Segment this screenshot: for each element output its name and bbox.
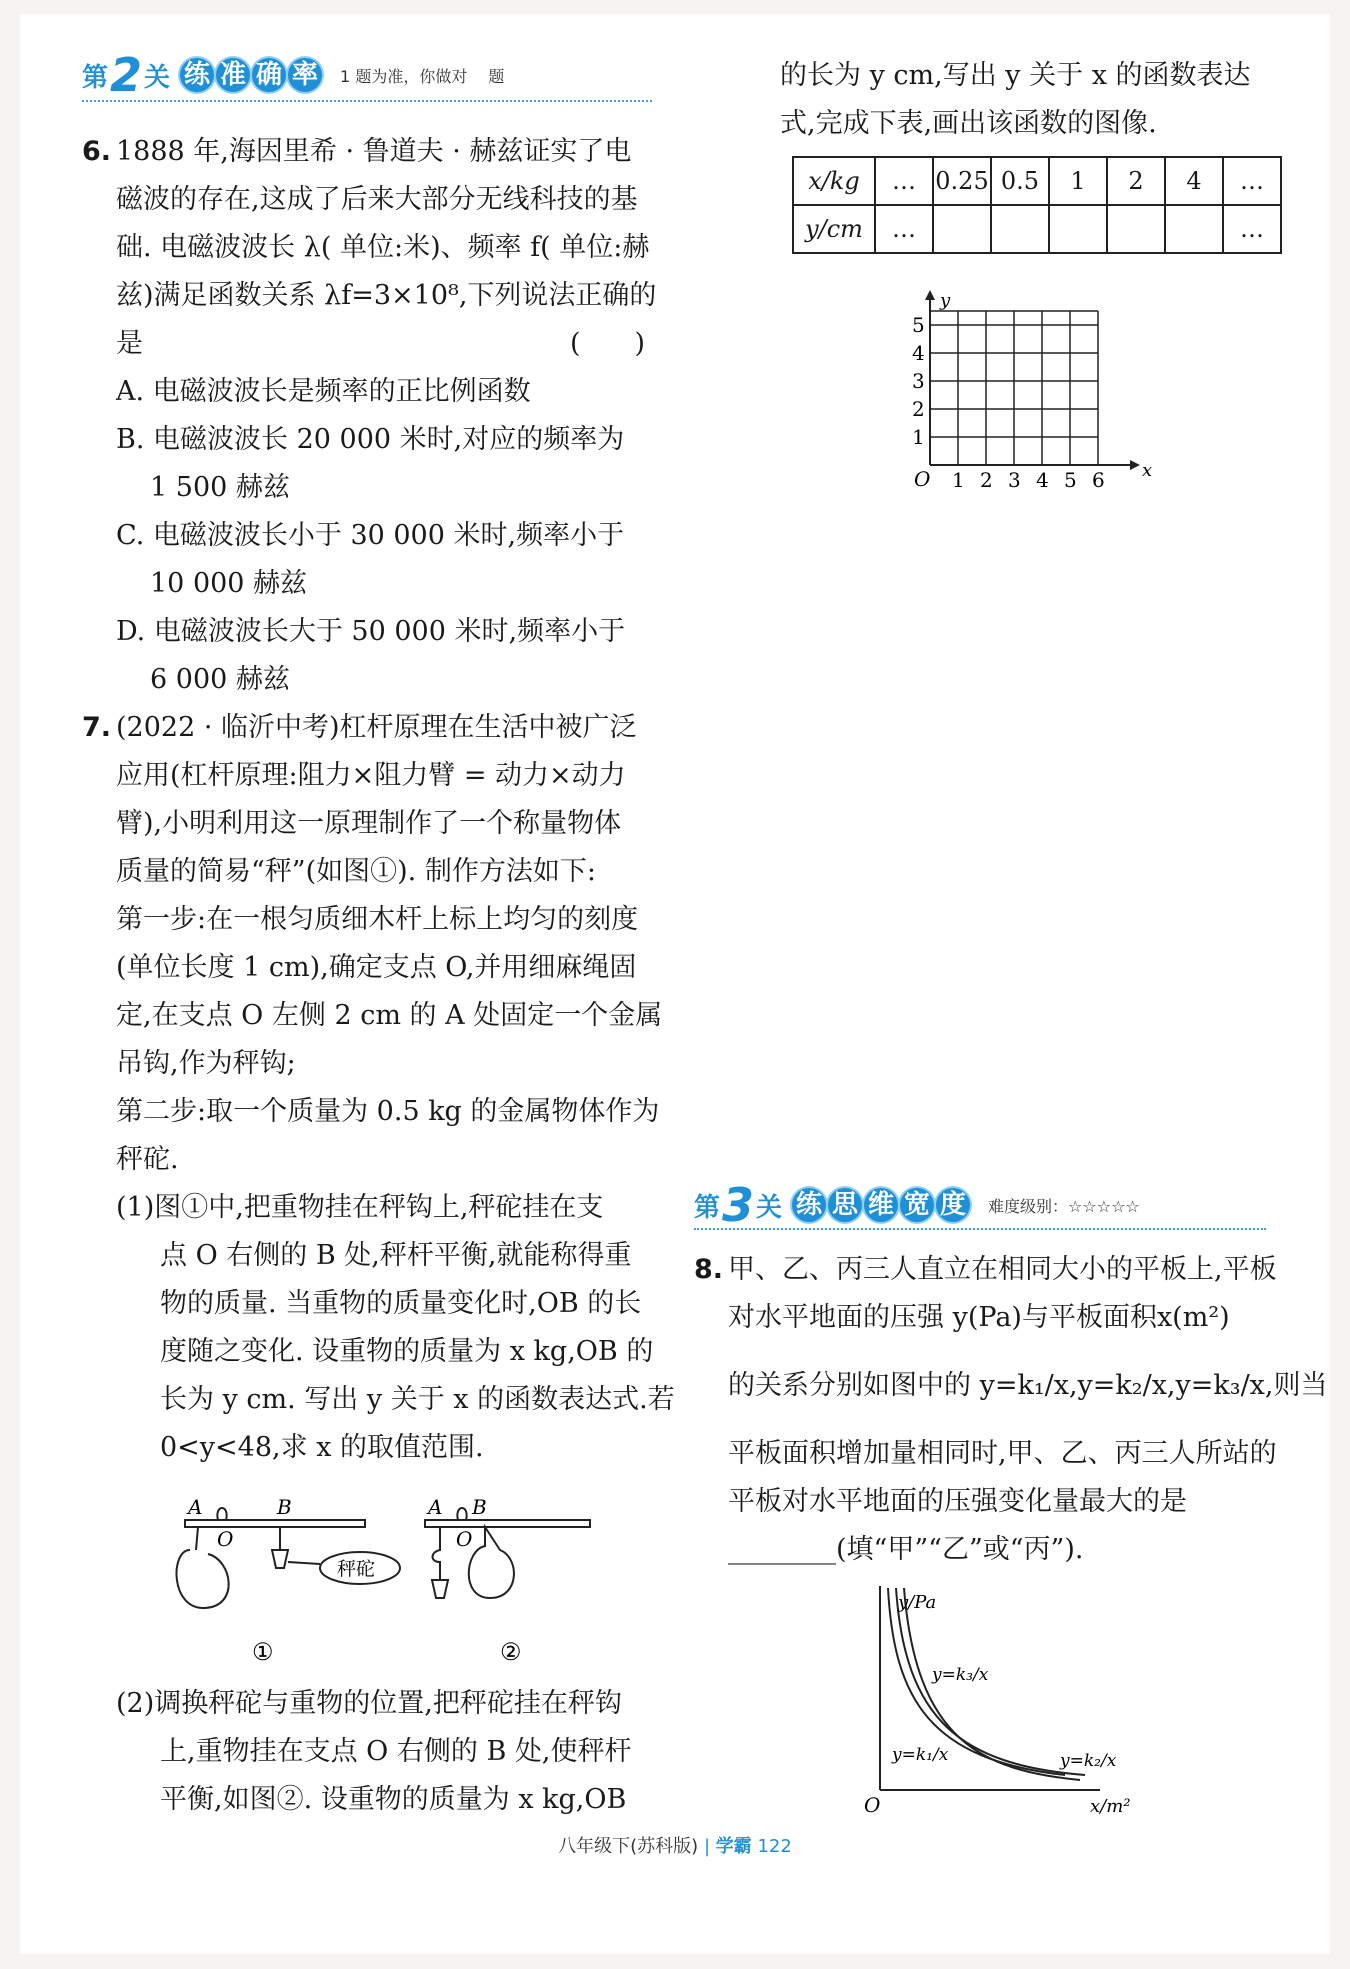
header-num: 2 bbox=[110, 48, 143, 102]
score-note: 1 题为准，你做对 题 bbox=[340, 66, 505, 86]
table-header: y/cm bbox=[793, 205, 875, 253]
label-o-2: O bbox=[456, 1527, 473, 1551]
y-tick-label: 4 bbox=[912, 341, 925, 365]
hanging-weight-2 bbox=[469, 1527, 514, 1598]
q7-line: 秤砣. bbox=[116, 1144, 179, 1175]
lever-rod-1 bbox=[185, 1520, 365, 1527]
q7-line: 应用(杠杆原理:阻力×阻力臂 = 动力×动力 bbox=[116, 760, 626, 791]
q6-line: 兹)满足函数关系 λf=3×10⁸,下列说法正确的 bbox=[116, 280, 657, 311]
x-tick-label: 2 bbox=[980, 468, 993, 492]
q8-line: 平板对水平地面的压强变化量最大的是 bbox=[728, 1486, 1187, 1517]
q7-part1: 长为 y cm. 写出 y 关于 x 的函数表达式.若 bbox=[160, 1384, 675, 1415]
page-footer: 八年级下(苏科版) | 学霸 122 bbox=[558, 1836, 792, 1857]
header-di: 第 bbox=[694, 1192, 721, 1223]
answer-blank[interactable]: ________(填“甲”“乙”或“丙”). bbox=[728, 1534, 1084, 1565]
header-guan: 关 bbox=[756, 1192, 783, 1223]
table-cell: … bbox=[1223, 157, 1281, 205]
blank-grid bbox=[900, 290, 1153, 500]
table-cell-empty[interactable] bbox=[1049, 205, 1107, 253]
table-cell: … bbox=[875, 157, 933, 205]
table-header: x/kg bbox=[793, 157, 875, 205]
label-a-2: A bbox=[428, 1495, 443, 1519]
q7-line: 第一步:在一根匀质细木杆上标上均匀的刻度 bbox=[116, 904, 639, 935]
section-header-2 bbox=[82, 48, 504, 102]
lever-figures bbox=[160, 1490, 620, 1680]
option-c: C. 电磁波波长小于 30 000 米时,频率小于 bbox=[116, 520, 625, 551]
figure-caption-1: ① bbox=[252, 1638, 274, 1666]
weight-label: 秤砣 bbox=[337, 1558, 376, 1580]
page-number: 122 bbox=[757, 1836, 792, 1857]
curve-label-k2: y=k₂/x bbox=[1060, 1751, 1117, 1771]
x-tick-label: 1 bbox=[952, 468, 965, 492]
graph-ylabel: y/Pa bbox=[898, 1592, 937, 1613]
curve-label-k3: y=k₃/x bbox=[932, 1665, 989, 1685]
q7-part2: 上,重物挂在支点 O 右侧的 B 处,使秤杆 bbox=[160, 1736, 632, 1767]
hanging-weight-1 bbox=[176, 1550, 228, 1608]
answer-bracket: ( ) bbox=[570, 328, 646, 359]
q7-line: (单位长度 1 cm),确定支点 O,并用细麻绳固 bbox=[116, 952, 637, 983]
q7-number: 7. bbox=[82, 712, 112, 743]
q7-part2: 平衡,如图②. 设重物的质量为 x kg,OB bbox=[160, 1784, 627, 1815]
header-di: 第 bbox=[82, 62, 109, 93]
table-cell: 2 bbox=[1107, 157, 1165, 205]
y-tick-label: 1 bbox=[912, 425, 925, 449]
option-c-cont: 10 000 赫兹 bbox=[150, 568, 308, 599]
table-cell-empty[interactable] bbox=[933, 205, 991, 253]
difficulty-rating: 难度级别：☆☆☆☆☆ bbox=[988, 1196, 1140, 1216]
label-a: A bbox=[188, 1495, 203, 1519]
header-title: 练 准 确 率 bbox=[180, 58, 324, 92]
q6-line: 础. 电磁波波长 λ( 单位:米)、频率 f( 单位:赫 bbox=[116, 232, 650, 263]
lever-rod-2 bbox=[425, 1520, 590, 1527]
q6-line: 1888 年,海因里希 · 鲁道夫 · 赫兹证实了电 bbox=[116, 136, 632, 167]
option-b-cont: 1 500 赫兹 bbox=[150, 472, 290, 503]
q8-line: 甲、乙、丙三人直立在相同大小的平板上,平板 bbox=[728, 1254, 1277, 1285]
y-tick-label: 3 bbox=[912, 369, 925, 393]
q6-line: 是 bbox=[116, 328, 143, 359]
q7-part2-cont: 的长为 y cm,写出 y 关于 x 的函数表达 bbox=[780, 60, 1251, 91]
q8-line: 对水平地面的压强 y(Pa)与平板面积x(m²) bbox=[728, 1302, 1230, 1333]
option-d: D. 电磁波波长大于 50 000 米时,频率小于 bbox=[116, 616, 626, 647]
q6-line: 磁波的存在,这成了后来大部分无线科技的基 bbox=[116, 184, 638, 215]
q8-line: 平板面积增加量相同时,甲、乙、丙三人所站的 bbox=[728, 1438, 1277, 1469]
brand-label: 学霸 bbox=[715, 1836, 752, 1857]
grid-ylabel: y bbox=[940, 290, 951, 311]
x-tick-label: 5 bbox=[1064, 468, 1077, 492]
counterweight-2 bbox=[432, 1527, 448, 1598]
x-tick-label: 4 bbox=[1036, 468, 1049, 492]
q7-line: 臂),小明利用这一原理制作了一个称量物体 bbox=[116, 808, 622, 839]
y-tick-label: 5 bbox=[912, 313, 925, 337]
table-cell-empty[interactable] bbox=[1165, 205, 1223, 253]
value-table bbox=[792, 156, 1282, 254]
option-a: A. 电磁波波长是频率的正比例函数 bbox=[116, 376, 531, 407]
table-cell: 0.5 bbox=[991, 157, 1049, 205]
graph-origin: O bbox=[864, 1793, 881, 1817]
figure-caption-2: ② bbox=[500, 1638, 522, 1666]
y-arrow-icon bbox=[925, 290, 935, 300]
q7-part1: 物的质量. 当重物的质量变化时,OB 的长 bbox=[160, 1288, 642, 1319]
header-guan: 关 bbox=[144, 62, 171, 93]
label-b-2: B bbox=[472, 1495, 487, 1519]
fulcrum-loop-2 bbox=[457, 1508, 466, 1520]
graph-xlabel: x/m² bbox=[1090, 1796, 1131, 1817]
table-cell: 1 bbox=[1049, 157, 1107, 205]
table-cell: … bbox=[875, 205, 933, 253]
q7-part1: 点 O 右侧的 B 处,秤杆平衡,就能称得重 bbox=[160, 1240, 632, 1271]
table-cell-empty[interactable] bbox=[991, 205, 1049, 253]
table-cell: 4 bbox=[1165, 157, 1223, 205]
q6-number: 6. bbox=[82, 136, 112, 167]
curve-label-k1: y=k₁/x bbox=[892, 1745, 949, 1765]
q8-number: 8. bbox=[694, 1254, 724, 1285]
x-tick-label: 6 bbox=[1092, 468, 1105, 492]
header-title: 练 思 维 宽 度 bbox=[792, 1188, 972, 1222]
header-divider bbox=[694, 1228, 1266, 1230]
label-b: B bbox=[277, 1495, 292, 1519]
q7-line: 定,在支点 O 左侧 2 cm 的 A 处固定一个金属 bbox=[116, 1000, 663, 1031]
counterweight-1 bbox=[272, 1527, 288, 1568]
q7-part2: (2)调换秤砣与重物的位置,把秤砣挂在秤钩 bbox=[116, 1688, 622, 1719]
option-b: B. 电磁波波长 20 000 米时,对应的频率为 bbox=[116, 424, 625, 455]
q7-line: 质量的简易“秤”(如图①). 制作方法如下: bbox=[116, 856, 596, 887]
q7-part2-cont: 式,完成下表,画出该函数的图像. bbox=[780, 108, 1157, 139]
grid-origin: O bbox=[914, 467, 931, 491]
table-cell-empty[interactable] bbox=[1107, 205, 1165, 253]
q7-part1: (1)图①中,把重物挂在秤钩上,秤砣挂在支 bbox=[116, 1192, 604, 1223]
q7-line: 第二步:取一个质量为 0.5 kg 的金属物体作为 bbox=[116, 1096, 660, 1127]
table-cell: 0.25 bbox=[933, 157, 991, 205]
table-cell: … bbox=[1223, 205, 1281, 253]
y-tick-label: 2 bbox=[912, 397, 925, 421]
header-divider bbox=[82, 100, 652, 102]
header-num: 3 bbox=[722, 1178, 755, 1232]
q7-line: 吊钩,作为秤钩; bbox=[116, 1048, 296, 1079]
q7-part1: 度随之变化. 设重物的质量为 x kg,OB 的 bbox=[160, 1336, 654, 1367]
q7-line: (2022 · 临沂中考)杠杆原理在生活中被广泛 bbox=[116, 712, 637, 743]
fulcrum-loop-1 bbox=[217, 1508, 226, 1520]
label-o: O bbox=[217, 1527, 234, 1551]
grade-label: 八年级下(苏科版) bbox=[558, 1836, 699, 1857]
x-arrow-icon bbox=[1130, 460, 1140, 470]
q7-part1: 0<y<48,求 x 的取值范围. bbox=[160, 1432, 484, 1463]
q8-line: 的关系分别如图中的 y=k₁/x,y=k₂/x,y=k₃/x,则当 bbox=[728, 1370, 1328, 1401]
inverse-graph bbox=[850, 1580, 1140, 1820]
x-tick-label: 3 bbox=[1008, 468, 1021, 492]
section-header-3 bbox=[694, 1178, 1140, 1232]
grid-xlabel: x bbox=[1142, 460, 1153, 481]
option-d-cont: 6 000 赫兹 bbox=[150, 664, 290, 695]
